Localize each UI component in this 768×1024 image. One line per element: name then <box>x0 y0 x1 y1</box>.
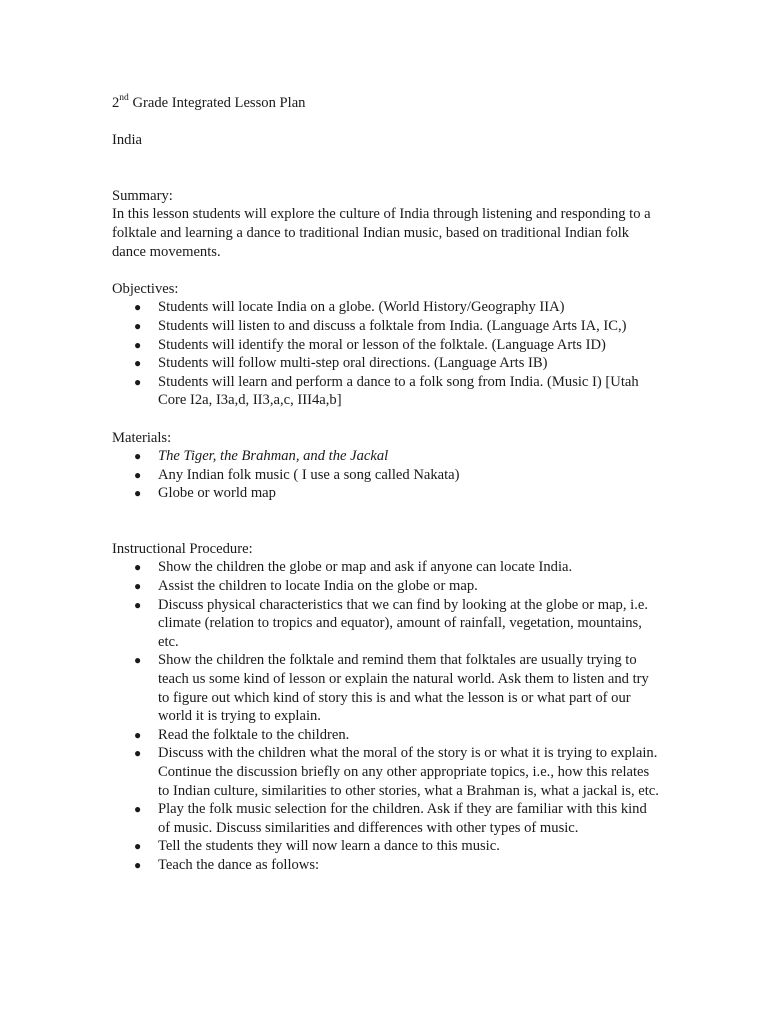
bullet-icon: ● <box>134 374 142 389</box>
procedure-step-text: Discuss physical characteristics that we can find by looking at the globe or map, i.e. climate (relation to tropics and equator), amount of rainfall, vegetation, mountains, etc. <box>158 596 648 650</box>
material-text: Any Indian folk music ( I use a song called Nakata) <box>158 466 460 483</box>
list-item <box>112 800 662 837</box>
procedure-step-text: Tell the students they will now learn a dance to this music. <box>158 838 500 855</box>
list-item <box>112 373 662 410</box>
bullet-icon: ● <box>134 356 142 371</box>
list-item <box>112 651 662 725</box>
list-item <box>112 336 662 355</box>
bullet-icon: ● <box>134 579 142 594</box>
procedure-step-text: Show the children the folktale and remind them that folktales are usually trying to teach us some kind of lesson or explain the natural world. Ask them to listen and try to figure out which kind of story this is and what the lesson is or what part of our world it is trying to explain. <box>158 652 649 725</box>
procedure-step-text: Teach the dance as follows: <box>158 856 320 873</box>
list-item <box>112 447 662 466</box>
list-item <box>112 744 662 800</box>
bullet-icon: ● <box>134 318 142 333</box>
procedure-list <box>112 558 662 874</box>
objectives-list <box>112 298 662 410</box>
list-item <box>112 484 662 503</box>
bullet-icon: ● <box>134 857 142 872</box>
bullet-icon: ● <box>134 467 142 482</box>
bullet-icon: ● <box>134 560 142 575</box>
book-title: The Tiger, the Brahman, and the Jackal <box>158 448 389 465</box>
bullet-icon: ● <box>134 802 142 817</box>
procedure-step-text: Show the children the globe or map and ask if anyone can locate India. <box>158 559 573 576</box>
bullet-icon: ● <box>134 337 142 352</box>
summary-text: In this lesson students will explore the culture of India through listening and responding to a folktale and learning a dance to traditional Indian music, based on traditional Indian folk dance movements. <box>112 206 651 260</box>
objective-text: Students will learn and perform a dance to a folk song from India. (Music I) [Utah Core I2a, I3a,d, II3,a,c, III4a,b] <box>158 373 639 409</box>
procedure-step-text: Assist the children to locate India on the globe or map. <box>158 578 478 595</box>
objective-text: Students will follow multi-step oral directions. (Language Arts IB) <box>158 355 548 372</box>
subject-heading: India <box>112 132 142 149</box>
document-title <box>112 94 662 113</box>
summary-heading: Summary: <box>112 187 173 204</box>
list-item <box>112 856 662 875</box>
bullet-icon: ● <box>134 449 142 464</box>
list-item <box>112 577 662 596</box>
list-item <box>112 596 662 652</box>
objective-text: Students will identify the moral or lesson of the folktale. (Language Arts ID) <box>158 336 606 353</box>
objectives-heading: Objectives: <box>112 280 179 297</box>
bullet-icon: ● <box>134 727 142 742</box>
materials-heading: Materials: <box>112 429 172 446</box>
bullet-icon: ● <box>134 486 142 501</box>
list-item <box>112 558 662 577</box>
materials-list <box>112 447 662 503</box>
list-item <box>112 298 662 317</box>
list-item <box>112 354 662 373</box>
procedure-step-text: Read the folktale to the children. <box>158 726 350 743</box>
procedure-step-text: Play the folk music selection for the children. Ask if they are familiar with this kind of music. Discuss similarities and differences with other types of music. <box>158 801 647 836</box>
list-item <box>112 317 662 336</box>
bullet-icon: ● <box>134 653 142 668</box>
bullet-icon: ● <box>134 746 142 761</box>
grade-ordinal-suffix: nd <box>119 93 129 104</box>
bullet-icon: ● <box>134 839 142 854</box>
procedure-heading: Instructional Procedure: <box>112 540 253 557</box>
list-item <box>112 837 662 856</box>
document-page <box>112 94 662 875</box>
title-text: Grade Integrated Lesson Plan <box>128 95 306 111</box>
grade-number: 2 <box>112 95 120 111</box>
bullet-icon: ● <box>134 597 142 612</box>
material-text: Globe or world map <box>158 485 276 502</box>
bullet-icon: ● <box>134 300 142 315</box>
objective-text: Students will locate India on a globe. (World History/Geography IIA) <box>158 299 565 316</box>
objective-text: Students will listen to and discuss a folktale from India. (Language Arts IA, IC,) <box>158 317 627 334</box>
list-item <box>112 726 662 745</box>
list-item <box>112 466 662 485</box>
procedure-step-text: Discuss with the children what the moral of the story is or what it is trying to explain. Continue the discussion briefly on any other appropriate topics, i.e., how this relates to Indian culture, similarities to other stories, what a Brahman is, what a jackal is, etc. <box>158 745 659 799</box>
